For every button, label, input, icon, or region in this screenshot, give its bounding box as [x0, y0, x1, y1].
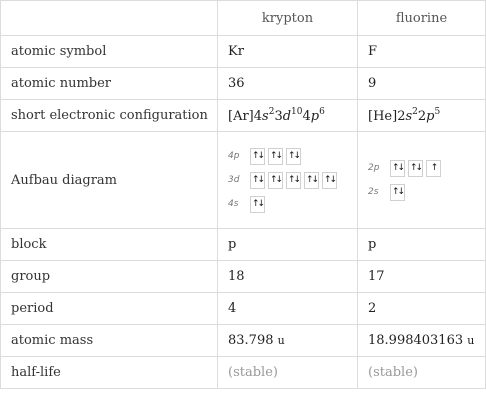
config-subshell: d: [282, 109, 292, 124]
aufbau-diagram: [368, 158, 485, 202]
electron-box: ↑↓: [286, 148, 301, 165]
row-aufbau-diagram: [1, 132, 486, 229]
mass-unit: u: [467, 334, 475, 347]
mass-value: 83.798: [228, 333, 274, 348]
row-label: short electronic configuration: [1, 100, 218, 132]
row-label: half-life: [1, 357, 218, 389]
electron-box: ↑↓: [268, 148, 283, 165]
electron-box: ↑↓: [286, 172, 301, 189]
row-label: Aufbau diagram: [1, 132, 218, 229]
config-subshell: p: [426, 109, 435, 124]
electron-box: ↑: [426, 160, 441, 177]
krypton-block: p: [218, 229, 358, 261]
config-electrons: 2: [412, 107, 418, 117]
header-blank-cell: [1, 1, 218, 36]
config-electrons: 6: [319, 107, 325, 117]
krypton-atomic-number: 36: [218, 68, 358, 100]
krypton-aufbau-diagram: [218, 132, 358, 229]
row-period: [1, 293, 486, 325]
orbital-label: 2p: [368, 163, 380, 173]
config-shell: 4: [302, 109, 311, 124]
row-label: period: [1, 293, 218, 325]
config-electrons: 10: [291, 107, 303, 117]
config-subshell: s: [262, 109, 269, 124]
mass-value: 18.998403163: [368, 333, 464, 348]
row-atomic-mass: [1, 325, 486, 357]
orbital-label: 4p: [228, 151, 240, 161]
config-shell: 4: [253, 109, 263, 124]
fluorine-atomic-symbol: F: [358, 36, 486, 68]
krypton-atomic-mass: [218, 325, 358, 357]
row-label: atomic symbol: [1, 36, 218, 68]
fluorine-period: 2: [358, 293, 486, 325]
row-atomic-number: [1, 68, 486, 100]
krypton-atomic-symbol: Kr: [218, 36, 358, 68]
orbital-row: [368, 158, 485, 178]
krypton-half-life: (stable): [218, 357, 358, 389]
krypton-group: 18: [218, 261, 358, 293]
mass-unit: u: [277, 334, 285, 347]
fluorine-atomic-mass: [358, 325, 486, 357]
fluorine-configuration: [358, 100, 486, 132]
fluorine-group: 17: [358, 261, 486, 293]
orbital-row: [228, 194, 357, 214]
header-fluorine: fluorine: [358, 1, 486, 36]
electron-box: ↑↓: [390, 184, 405, 201]
electron-box: ↑↓: [304, 172, 319, 189]
header-krypton: krypton: [218, 1, 358, 36]
row-label: block: [1, 229, 218, 261]
row-half-life: [1, 357, 486, 389]
aufbau-diagram: [228, 146, 357, 214]
row-group: [1, 261, 486, 293]
electron-box: ↑↓: [322, 172, 337, 189]
config-shell: 2: [397, 109, 406, 124]
orbital-label: 3d: [228, 175, 240, 185]
config-electrons: 5: [434, 107, 441, 117]
electron-box: ↑↓: [390, 160, 405, 177]
fluorine-block: p: [358, 229, 486, 261]
electron-box: ↑↓: [250, 196, 265, 213]
config-core: [Ar]: [228, 109, 254, 124]
row-block: [1, 229, 486, 261]
orbital-row: [228, 170, 357, 190]
electron-box: ↑↓: [268, 172, 283, 189]
row-atomic-symbol: [1, 36, 486, 68]
config-electrons: 2: [268, 107, 275, 117]
electron-box: ↑↓: [250, 148, 265, 165]
config-shell: 2: [417, 109, 427, 124]
fluorine-atomic-number: 9: [358, 68, 486, 100]
row-label: atomic number: [1, 68, 218, 100]
config-subshell: s: [405, 109, 413, 124]
fluorine-aufbau-diagram: [358, 132, 486, 229]
krypton-period: 4: [218, 293, 358, 325]
config-subshell: p: [310, 109, 320, 124]
orbital-label: 2s: [368, 187, 379, 197]
row-label: atomic mass: [1, 325, 218, 357]
electron-box: ↑↓: [250, 172, 265, 189]
config-core: [He]: [368, 109, 398, 124]
config-shell: 3: [274, 109, 283, 124]
orbital-label: 4s: [228, 199, 239, 209]
fluorine-half-life: (stable): [358, 357, 486, 389]
orbital-row: [228, 146, 357, 166]
header-row: [1, 1, 486, 36]
electron-box: ↑↓: [408, 160, 423, 177]
krypton-configuration: [218, 100, 358, 132]
row-electronic-configuration: [1, 100, 486, 132]
row-label: group: [1, 261, 218, 293]
orbital-row: [368, 182, 485, 202]
